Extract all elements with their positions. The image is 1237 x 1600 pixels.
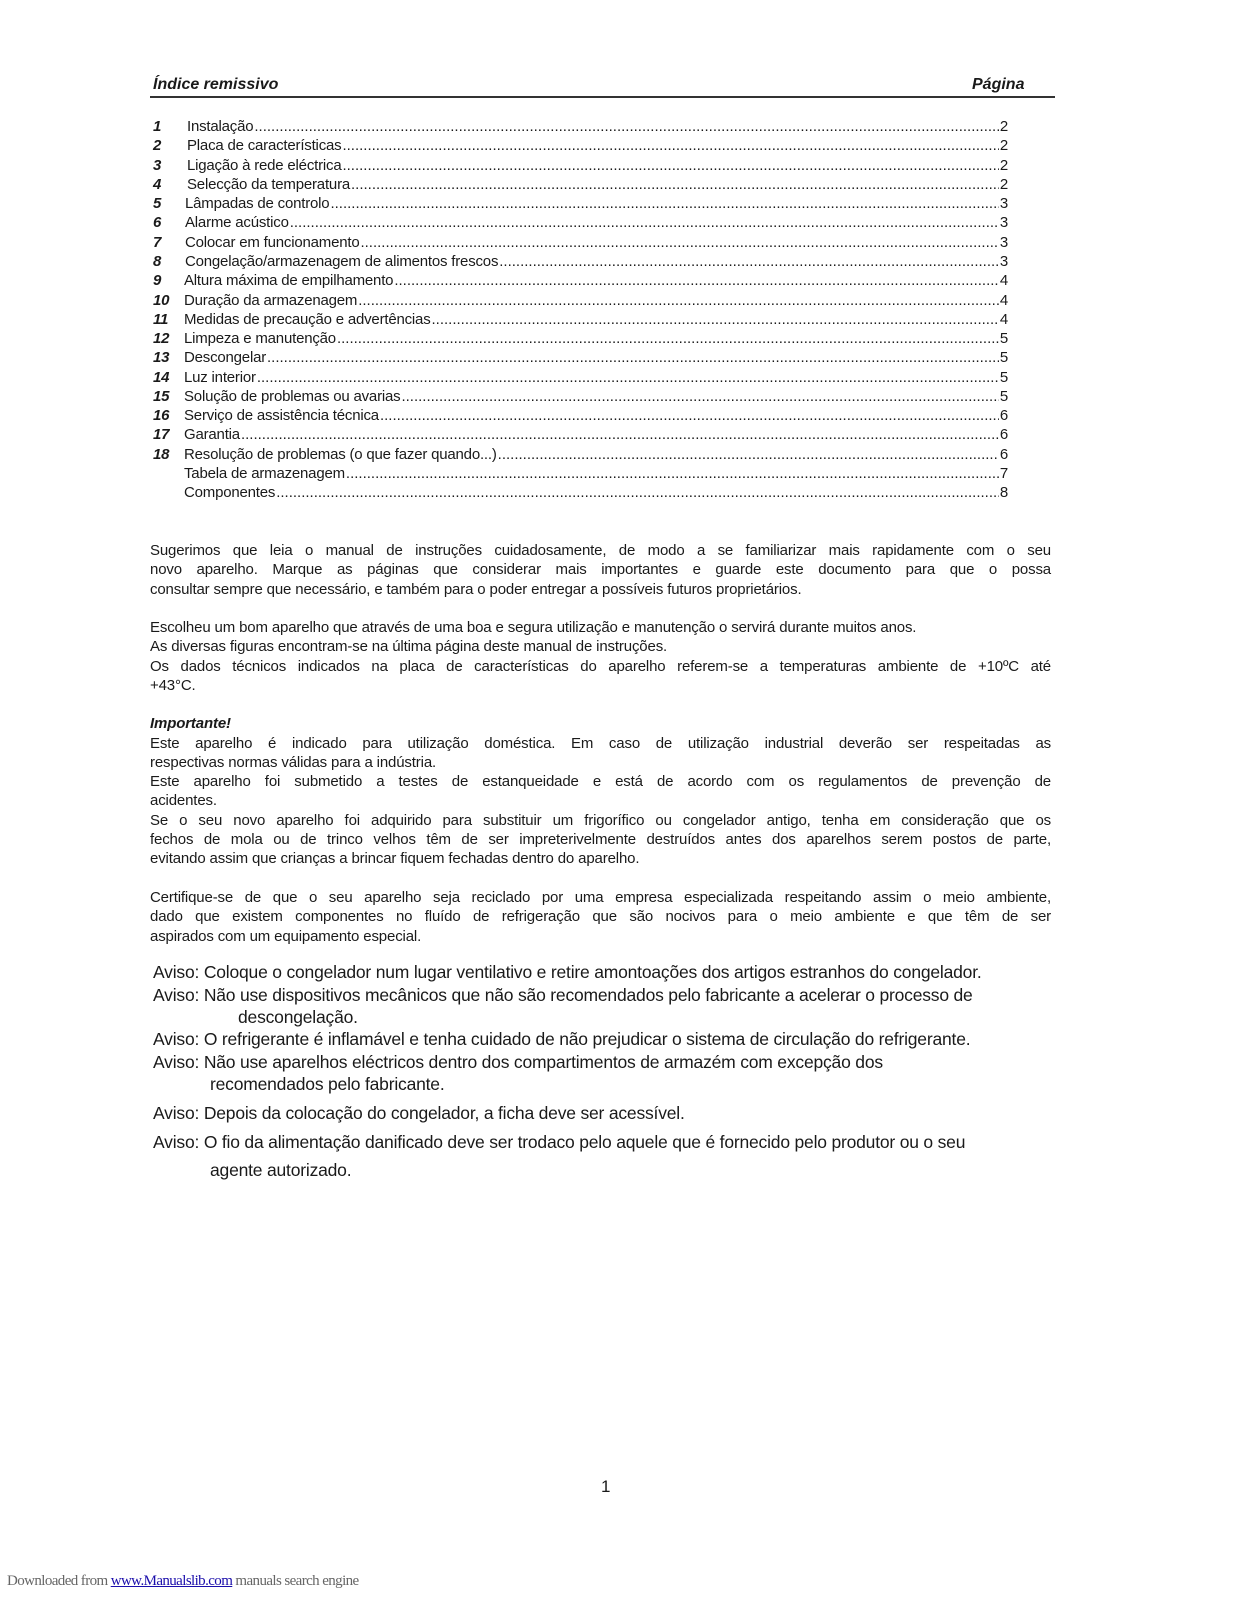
toc-number: 11 <box>153 310 169 328</box>
toc-label: Instalação <box>187 118 254 135</box>
toc-entry[interactable] <box>153 292 1008 311</box>
toc-number: 6 <box>153 214 162 232</box>
toc-entry[interactable] <box>153 253 1008 272</box>
toc-page-number: 5 <box>999 387 1008 405</box>
toc-page-number: 6 <box>999 426 1008 444</box>
download-footer <box>7 1573 359 1590</box>
toc-label: Lâmpadas de controlo <box>185 195 330 213</box>
toc-number: 3 <box>153 156 162 174</box>
toc-label: Ligação à rede eléctrica <box>187 156 342 174</box>
toc-label: Limpeza e manutenção <box>184 330 336 348</box>
toc-entry[interactable] <box>153 214 1008 233</box>
footer-suffix: manuals search engine <box>232 1573 359 1589</box>
toc-label: Medidas de precaução e advertências <box>184 310 431 328</box>
dot-leader <box>346 465 999 482</box>
paragraph-line: Se o seu novo aparelho foi adquirido para substituir um frigorífico ou congelador antigo, tenha em consideração que os <box>150 812 1051 829</box>
toc-label: Tabela de armazenagem <box>184 465 345 483</box>
dot-leader <box>290 214 999 231</box>
toc-entry[interactable] <box>153 311 1008 330</box>
toc-label: Alarme acústico <box>185 214 289 232</box>
toc-number: 12 <box>153 330 170 348</box>
paragraph-line: Os dados técnicos indicados na placa de características do aparelho referem-se a temperaturas ambiente de +10ºC até <box>150 658 1051 675</box>
toc-page-number: 2 <box>999 137 1008 155</box>
paragraph-line: Certifique-se de que o seu aparelho seja reciclado por uma empresa especializada respeitando assim o meio ambiente, <box>150 889 1051 906</box>
toc-label: Duração da armazenagem <box>184 291 358 309</box>
dot-leader <box>432 311 999 328</box>
warning-prefix: Aviso: <box>153 1052 200 1072</box>
toc-number: 7 <box>153 233 162 251</box>
dot-leader <box>342 137 998 154</box>
manualslib-link[interactable]: www.Manualslib.com <box>110 1573 233 1589</box>
toc-label: Garantia <box>184 426 240 444</box>
toc-label: Placa de características <box>187 137 342 155</box>
toc-entry[interactable] <box>153 446 1008 465</box>
toc-entry[interactable] <box>153 349 1008 368</box>
warning-text: Coloque o congelador num lugar ventilativo e retire amontoações dos artigos estranhos do congelador. <box>203 962 982 982</box>
index-title: Índice remissivo <box>153 76 279 93</box>
warning-continuation: recomendados pelo fabricante. <box>210 1074 445 1094</box>
toc-page-number: 7 <box>999 465 1008 483</box>
toc-page-number: 3 <box>999 252 1008 270</box>
toc-page-number: 5 <box>999 368 1008 386</box>
page-number: 1 <box>601 1477 611 1496</box>
warning-line <box>153 1029 970 1050</box>
toc-entry[interactable] <box>153 176 1008 195</box>
dot-leader <box>358 292 999 309</box>
dot-leader <box>254 118 998 135</box>
toc-label: Componentes <box>184 484 276 502</box>
toc-page-number: 3 <box>999 214 1008 232</box>
warning-line <box>153 985 973 1006</box>
toc-label: Selecção da temperatura <box>187 175 351 193</box>
toc-entry[interactable] <box>153 426 1008 445</box>
warning-line <box>153 1132 965 1153</box>
toc-entry[interactable] <box>153 234 1008 253</box>
dot-leader <box>360 234 998 251</box>
toc-entry[interactable] <box>153 465 1008 484</box>
toc-number: 5 <box>153 195 162 213</box>
section-heading: Importante! <box>150 715 231 732</box>
toc-number: 10 <box>153 291 170 309</box>
paragraph-line: consultar sempre que necessário, e também para o poder entregar a possíveis futuros proprietários. <box>150 581 802 598</box>
toc-number: 9 <box>153 272 162 290</box>
paragraph-line: Sugerimos que leia o manual de instruções cuidadosamente, de modo a se familiarizar mais rapidamente com o seu <box>150 542 1051 559</box>
warning-line <box>153 962 982 983</box>
toc-number: 18 <box>153 445 170 463</box>
paragraph-line: dado que existem componentes no fluído de refrigeração que são nocivos para o meio ambiente e que têm de ser <box>150 908 1051 925</box>
toc-number: 14 <box>153 368 170 386</box>
toc-entry[interactable] <box>153 157 1008 176</box>
toc-page-number: 2 <box>999 118 1008 135</box>
paragraph-line: aspirados com um equipamento especial. <box>150 928 422 945</box>
toc-page-number: 4 <box>999 272 1008 290</box>
toc-number: 1 <box>153 118 162 135</box>
dot-leader <box>499 253 999 270</box>
paragraph-line: fechos de mola ou de trinco velhos têm de ser impreterivelmente destruídos antes dos aparelhos serem postos de parte, <box>150 831 1051 848</box>
dot-leader <box>401 388 998 405</box>
warning-text: Depois da colocação do congelador, a ficha deve ser acessível. <box>203 1103 685 1123</box>
dot-leader <box>351 176 999 193</box>
paragraph-line: novo aparelho. Marque as páginas que considerar mais importantes e guarde este documento para que o possa <box>150 561 1051 578</box>
dot-leader <box>267 349 999 366</box>
warning-prefix: Aviso: <box>153 962 200 982</box>
paragraph-line: Este aparelho é indicado para utilização doméstica. Em caso de utilização industrial deverão ser respeitadas as <box>150 735 1051 752</box>
toc-label: Descongelar <box>184 349 267 367</box>
toc-entry[interactable] <box>153 330 1008 349</box>
toc-number: 15 <box>153 387 170 405</box>
paragraph-line: respectivas normas válidas para a indústria. <box>150 754 437 771</box>
warning-text: O refrigerante é inflamável e tenha cuidado de não prejudicar o sistema de circulação do refrigerante. <box>203 1029 971 1049</box>
toc-page-number: 6 <box>999 407 1008 425</box>
toc-entry[interactable] <box>153 195 1008 214</box>
toc-entry[interactable] <box>153 369 1008 388</box>
toc-entry[interactable] <box>153 407 1008 426</box>
warning-text: O fio da alimentação danificado deve ser trodaco pelo aquele que é fornecido pelo produtor ou o seu <box>203 1132 966 1152</box>
toc-number: 17 <box>153 426 170 444</box>
page-column-label: Página <box>972 76 1025 93</box>
dot-leader <box>257 369 999 386</box>
header-rule <box>150 96 1055 98</box>
footer-prefix: Downloaded from <box>7 1573 111 1589</box>
dot-leader <box>241 426 999 443</box>
warning-continuation: agente autorizado. <box>210 1160 352 1180</box>
dot-leader <box>330 195 998 212</box>
toc-page-number: 2 <box>999 156 1008 174</box>
dot-leader <box>380 407 999 424</box>
toc-entry[interactable] <box>153 137 1008 156</box>
warning-prefix: Aviso: <box>153 1132 200 1152</box>
toc-label: Congelação/armazenagem de alimentos frescos <box>185 252 499 270</box>
warning-text: Não use dispositivos mecânicos que não são recomendados pelo fabricante a acelerar o processo de <box>203 985 973 1005</box>
toc-page-number: 5 <box>999 330 1008 348</box>
toc-number: 13 <box>153 349 170 367</box>
toc-label: Resolução de problemas (o que fazer quando...) <box>184 445 497 463</box>
toc-number: 8 <box>153 252 162 270</box>
paragraph-line: +43°C. <box>150 677 196 694</box>
warning-prefix: Aviso: <box>153 1103 200 1123</box>
toc-page-number: 2 <box>999 175 1008 193</box>
toc-entry[interactable] <box>153 118 1008 137</box>
warning-line <box>153 1103 685 1124</box>
paragraph-line: acidentes. <box>150 792 217 809</box>
toc-page-number: 4 <box>999 310 1008 328</box>
dot-leader <box>342 157 998 174</box>
warning-continuation: descongelação. <box>238 1007 358 1027</box>
warning-prefix: Aviso: <box>153 985 200 1005</box>
paragraph-line: Escolheu um bom aparelho que através de uma boa e segura utilização e manutenção o servirá durante muitos anos. <box>150 619 917 636</box>
toc-number: 4 <box>153 175 162 193</box>
toc-label: Luz interior <box>184 368 256 386</box>
dot-leader <box>276 484 999 501</box>
warning-prefix: Aviso: <box>153 1029 200 1049</box>
toc-page-number: 3 <box>999 195 1008 213</box>
dot-leader <box>394 272 999 289</box>
dot-leader <box>498 446 999 463</box>
paragraph-line: evitando assim que crianças a brincar fiquem fechadas dentro do aparelho. <box>150 850 640 867</box>
toc-label: Solução de problemas ou avarias <box>184 387 401 405</box>
toc-page-number: 6 <box>999 445 1008 463</box>
toc-number: 16 <box>153 407 170 425</box>
paragraph-line: Este aparelho foi submetido a testes de estanqueidade e está de acordo com os regulamentos de prevenção de <box>150 773 1051 790</box>
toc-page-number: 4 <box>999 291 1008 309</box>
toc-entry[interactable] <box>153 484 1008 503</box>
toc-page-number: 8 <box>999 484 1008 502</box>
toc-page-number: 3 <box>999 233 1008 251</box>
toc-entry[interactable] <box>153 272 1008 291</box>
warning-text: Não use aparelhos eléctricos dentro dos compartimentos de armazém com excepção dos <box>203 1052 883 1072</box>
dot-leader <box>337 330 999 347</box>
toc-entry[interactable] <box>153 388 1008 407</box>
warning-line <box>153 1052 883 1073</box>
toc-label: Serviço de assistência técnica <box>184 407 379 425</box>
toc-page-number: 5 <box>999 349 1008 367</box>
toc-number: 2 <box>153 137 162 155</box>
toc-label: Colocar em funcionamento <box>185 233 360 251</box>
toc-label: Altura máxima de empilhamento <box>184 272 394 290</box>
paragraph-line: As diversas figuras encontram-se na última página deste manual de instruções. <box>150 638 668 655</box>
